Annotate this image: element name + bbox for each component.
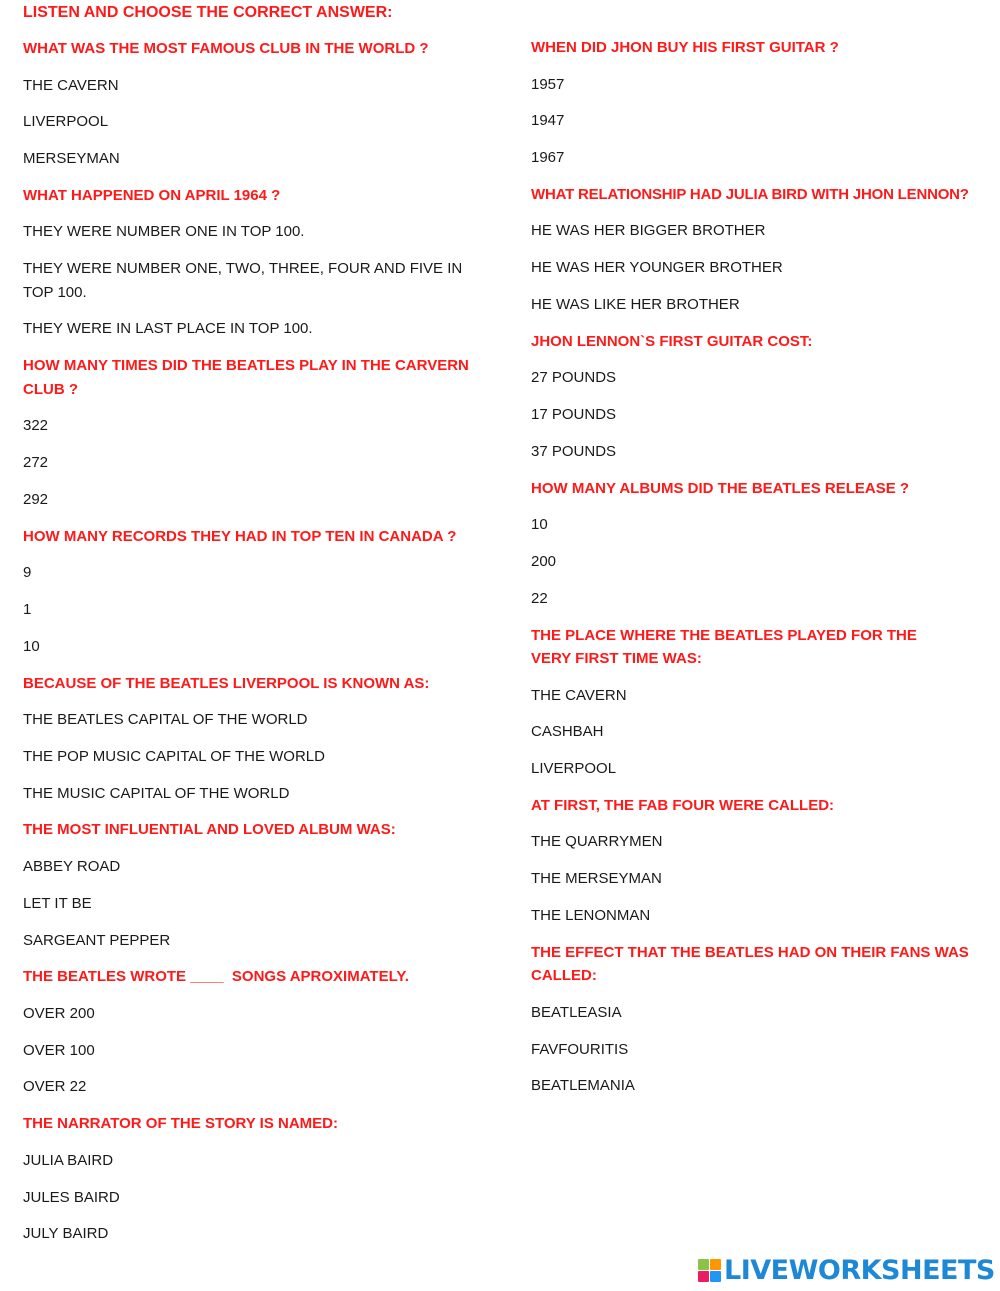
question-block [23, 818, 473, 952]
question-text: THE MOST INFLUENTIAL AND LOVED ALBUM WAS: [23, 821, 396, 839]
answer-option[interactable]: MERSEYMAN [23, 150, 120, 168]
question-block [531, 941, 986, 1098]
answer-option[interactable]: THE CAVERN [23, 76, 119, 94]
answer-option[interactable]: 1947 [531, 112, 565, 130]
answer-option[interactable]: THE BEATLES CAPITAL OF THE WORLD [23, 711, 308, 729]
question-text: THE EFFECT THAT THE BEATLES HAD ON THEIR FANS WAS CALLED: [531, 943, 969, 985]
answer-option[interactable]: 200 [531, 552, 557, 570]
answer-option[interactable]: LIVERPOOL [23, 113, 109, 131]
logo-text: LIVEWORKSHEETS [724, 1254, 995, 1286]
answer-option[interactable]: THE QUARRYMEN [531, 833, 663, 851]
question-block [531, 477, 986, 611]
answer-option[interactable]: 1967 [531, 149, 565, 167]
answer-option[interactable]: 1957 [531, 75, 565, 93]
answer-option[interactable]: 17 POUNDS [531, 406, 617, 424]
liveworksheets-logo [698, 1254, 995, 1286]
answer-option[interactable]: THE LENONMAN [531, 907, 651, 925]
answer-option[interactable]: THE MUSIC CAPITAL OF THE WORLD [23, 784, 290, 802]
answer-option[interactable]: THEY WERE NUMBER ONE, TWO, THREE, FOUR AND FIVE IN TOP 100. [23, 260, 463, 301]
answer-option[interactable]: OVER 200 [23, 1004, 95, 1022]
answer-option[interactable]: THEY WERE IN LAST PLACE IN TOP 100. [23, 320, 313, 338]
question-text: JHON LENNON`S FIRST GUITAR COST: [531, 332, 813, 350]
answer-option[interactable]: SARGEANT PEPPER [23, 931, 171, 949]
question-text: WHAT WAS THE MOST FAMOUS CLUB IN THE WORLD ? [23, 40, 429, 57]
question-text: THE BEATLES WROTE ____ SONGS APROXIMATELY. [23, 968, 409, 986]
answer-option[interactable]: 10 [531, 516, 548, 534]
answer-option[interactable]: 10 [23, 637, 40, 655]
question-text: HOW MANY RECORDS THEY HAD IN TOP TEN IN CANADA ? [23, 527, 457, 545]
question-block [23, 525, 473, 659]
answer-option[interactable]: LIVERPOOL [531, 760, 617, 778]
question-text: WHEN DID JHON BUY HIS FIRST GUITAR ? [531, 39, 839, 56]
answer-option[interactable]: 1 [23, 600, 32, 618]
logo-mark-icon [698, 1259, 721, 1282]
question-block [531, 36, 986, 170]
answer-option[interactable]: HE WAS HER YOUNGER BROTHER [531, 259, 783, 277]
question-text: BECAUSE OF THE BEATLES LIVERPOOL IS KNOWN AS: [23, 674, 430, 692]
worksheet-title: LISTEN AND CHOOSE THE CORRECT ANSWER: [23, 4, 393, 21]
answer-option[interactable]: JULY BAIRD [23, 1225, 109, 1243]
question-text: HOW MANY ALBUMS DID THE BEATLES RELEASE ? [531, 479, 910, 497]
answer-option[interactable]: BEATLEMANIA [531, 1077, 635, 1095]
question-block [23, 184, 473, 341]
right-question-column [531, 36, 986, 1111]
answer-option[interactable]: 272 [23, 454, 49, 472]
question-block [531, 330, 986, 464]
answer-option[interactable]: 322 [23, 417, 49, 435]
answer-option[interactable]: 292 [23, 490, 49, 508]
question-text: THE PLACE WHERE THE BEATLES PLAYED FOR THE VERY FIRST TIME WAS: [531, 626, 917, 668]
answer-option[interactable]: JULES BAIRD [23, 1188, 120, 1206]
logo-tile-icon [698, 1271, 709, 1282]
answer-option[interactable]: OVER 22 [23, 1078, 87, 1096]
logo-tile-icon [710, 1271, 721, 1282]
question-text: HOW MANY TIMES DID THE BEATLES PLAY IN THE CARVERN CLUB ? [23, 357, 469, 398]
question-block [531, 183, 986, 317]
answer-option[interactable]: 27 POUNDS [531, 369, 617, 387]
question-block [531, 624, 986, 781]
answer-option[interactable]: BEATLEASIA [531, 1003, 622, 1021]
answer-option[interactable]: 9 [23, 564, 32, 582]
answer-option[interactable]: HE WAS LIKE HER BROTHER [531, 295, 740, 313]
question-text: WHAT RELATIONSHIP HAD JULIA BIRD WITH JHON LENNON? [531, 185, 969, 203]
logo-tile-icon [698, 1259, 709, 1270]
answer-option[interactable]: CASHBAH [531, 723, 604, 741]
answer-option[interactable]: ABBEY ROAD [23, 857, 121, 875]
answer-option[interactable]: JULIA BAIRD [23, 1151, 114, 1169]
logo-tile-icon [710, 1259, 721, 1270]
question-block [531, 794, 986, 928]
question-text: THE NARRATOR OF THE STORY IS NAMED: [23, 1115, 339, 1133]
question-block [23, 965, 473, 1099]
question-block [23, 37, 473, 171]
answer-option[interactable]: THE MERSEYMAN [531, 870, 662, 888]
answer-option[interactable]: LET IT BE [23, 894, 92, 912]
question-text: AT FIRST, THE FAB FOUR WERE CALLED: [531, 796, 835, 814]
answer-option[interactable]: THE CAVERN [531, 686, 627, 704]
answer-option[interactable]: THE POP MUSIC CAPITAL OF THE WORLD [23, 747, 325, 765]
question-block [23, 354, 473, 511]
question-block [23, 672, 473, 806]
answer-option[interactable]: 37 POUNDS [531, 442, 617, 460]
answer-option[interactable]: HE WAS HER BIGGER BROTHER [531, 222, 766, 240]
answer-option[interactable]: THEY WERE NUMBER ONE IN TOP 100. [23, 223, 305, 241]
answer-option[interactable]: FAVFOURITIS [531, 1040, 629, 1058]
left-question-column [23, 37, 473, 1259]
question-text: WHAT HAPPENED ON APRIL 1964 ? [23, 186, 281, 204]
answer-option[interactable]: OVER 100 [23, 1041, 95, 1059]
answer-option[interactable]: 22 [531, 589, 548, 607]
question-block [23, 1112, 473, 1246]
